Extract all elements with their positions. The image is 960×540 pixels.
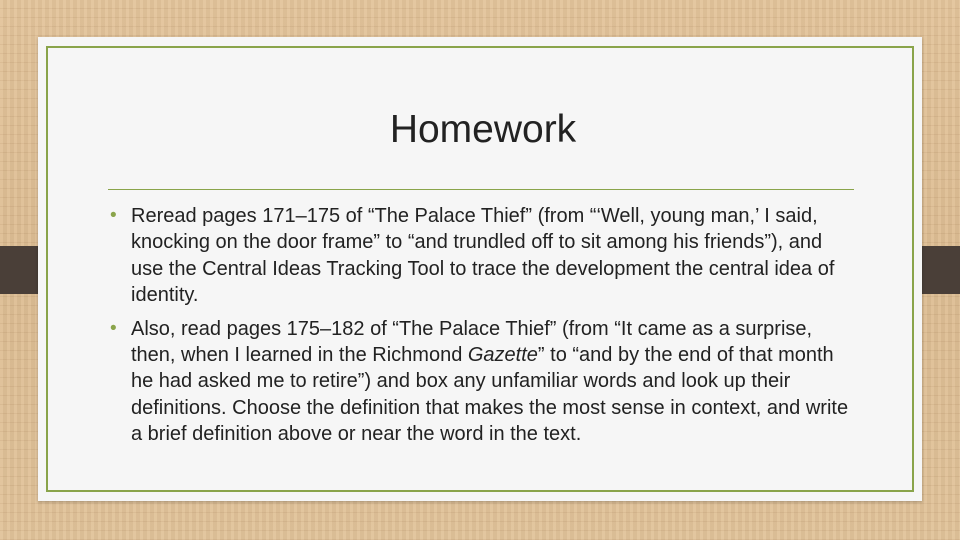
bullet-marker: • (110, 317, 117, 339)
slide-card (38, 37, 922, 501)
bullet-text-read-part1: Also, read pages 175–182 of “The Palace Thief” (from “It came as a surprise, then, when I learned in the Richmond (131, 317, 813, 367)
bullet-marker: • (110, 205, 117, 226)
bullet-text-read-part2: ” to “and by the end of that month he had asked me to retire”) and box any unfamiliar words and look up their definitions. Choose the definition that makes the most sense in context, and write a brief definition above or near the word in the text. (131, 344, 849, 446)
bullet-item-reread (110, 203, 850, 309)
slide-title: Homework (389, 108, 577, 151)
bullet-text-read (131, 318, 848, 446)
bullet-text-read-italic: Gazette (467, 344, 538, 367)
bullet-item-read (110, 316, 850, 448)
title-divider (108, 189, 854, 190)
bullet-text-reread: Reread pages 171–175 of “The Palace Thief” (from “‘Well, young man,’ I said, knocking on the door frame” to “and trundled off to sit among his friends”), and use the Central Ideas Tracking Tool to trace the development the central idea of identity. (131, 205, 835, 307)
bullet-list (110, 203, 850, 448)
